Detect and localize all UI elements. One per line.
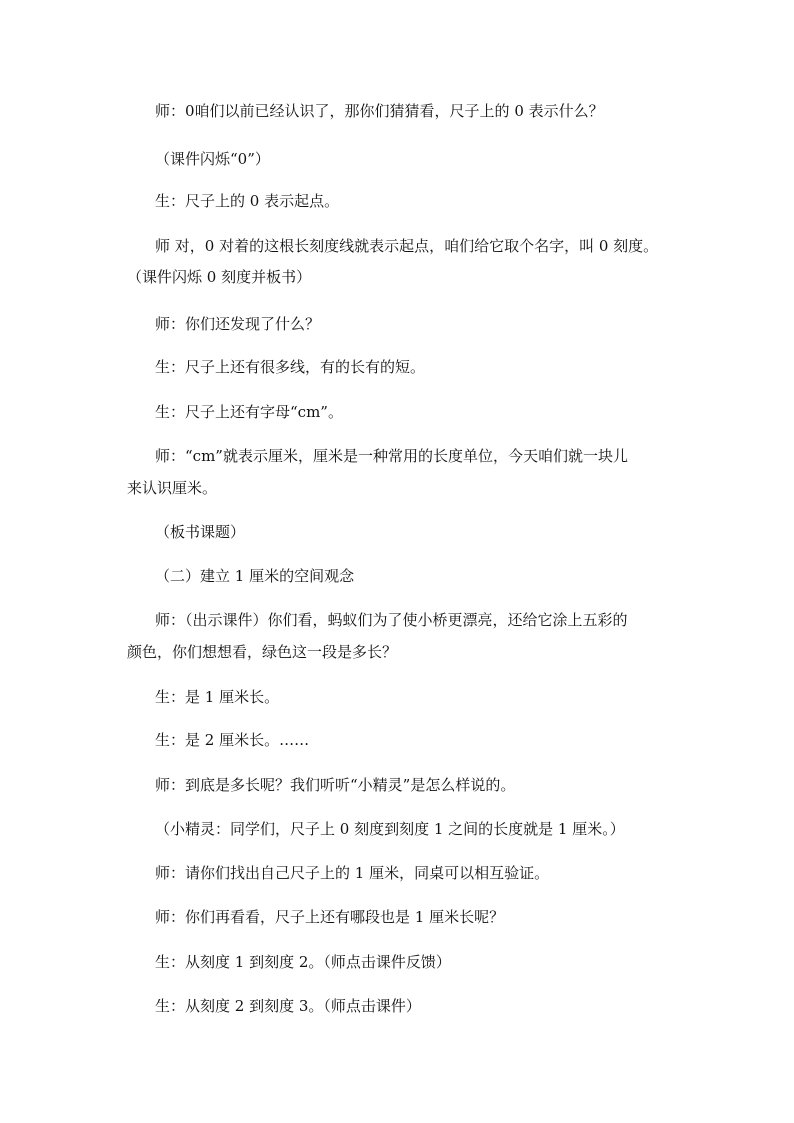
paragraph-teacher-how-long: 师：到底是多长呢？我们听听“小精灵”是怎么样说的。 xyxy=(155,776,516,794)
paragraph-teacher-what-else: 师：你们还发现了什么？ xyxy=(155,315,321,333)
paragraph-student-one-cm: 生：是 1 厘米长。 xyxy=(155,688,280,706)
paragraph-student-cm-letters: 生：尺子上还有字母“cm”。 xyxy=(155,403,343,421)
paragraph-teacher-find-one-cm: 师：请你们找出自己尺子上的 1 厘米，同桌可以相互验证。 xyxy=(155,864,550,882)
paragraph-student-many-lines: 生：尺子上还有很多线，有的长有的短。 xyxy=(155,358,426,376)
section-heading-one-cm-concept: （二）建立 1 厘米的空间观念 xyxy=(155,567,355,585)
paragraph-teacher-zero-question: 师：0咱们以前已经认识了，那你们猜猜看，尺子上的 0 表示什么？ xyxy=(155,102,604,120)
paragraph-teacher-cm-meaning: 师：“cm”就表示厘米，厘米是一种常用的长度单位，今天咱们就一块儿 来认识厘米。 xyxy=(127,447,628,497)
paragraph-student-two-to-three: 生：从刻度 2 到刻度 3。（师点击课件） xyxy=(155,997,421,1015)
paragraph-teacher-bridge-colors: 师：（出示课件）你们看，蚂蚁们为了使小桥更漂亮，还给它涂上五彩的 颜色，你们想想看，绿色这一段是多长？ xyxy=(127,611,628,661)
paragraph-teacher-other-segments: 师：你们再看看，尺子上还有哪段也是 1 厘米长呢？ xyxy=(155,908,505,926)
paragraph-courseware-flash-zero: （课件闪烁“0”） xyxy=(155,150,270,168)
paragraph-elf-explanation: （小精灵：同学们，尺子上 0 刻度到刻度 1 之间的长度就是 1 厘米。） xyxy=(155,820,625,838)
paragraph-student-zero-start: 生：尺子上的 0 表示起点。 xyxy=(155,192,340,210)
paragraph-board-title: （板书课题） xyxy=(155,523,246,541)
paragraph-student-two-cm: 生：是 2 厘米长。…… xyxy=(155,731,310,749)
paragraph-student-one-to-two: 生：从刻度 1 到刻度 2。（师点击课件反馈） xyxy=(155,953,451,971)
paragraph-teacher-zero-mark: 师 对，0 对着的这根长刻度线就表示起点，咱们给它取个名字，叫 0 刻度。 （课件闪烁 0 刻度并板书） xyxy=(127,237,659,286)
